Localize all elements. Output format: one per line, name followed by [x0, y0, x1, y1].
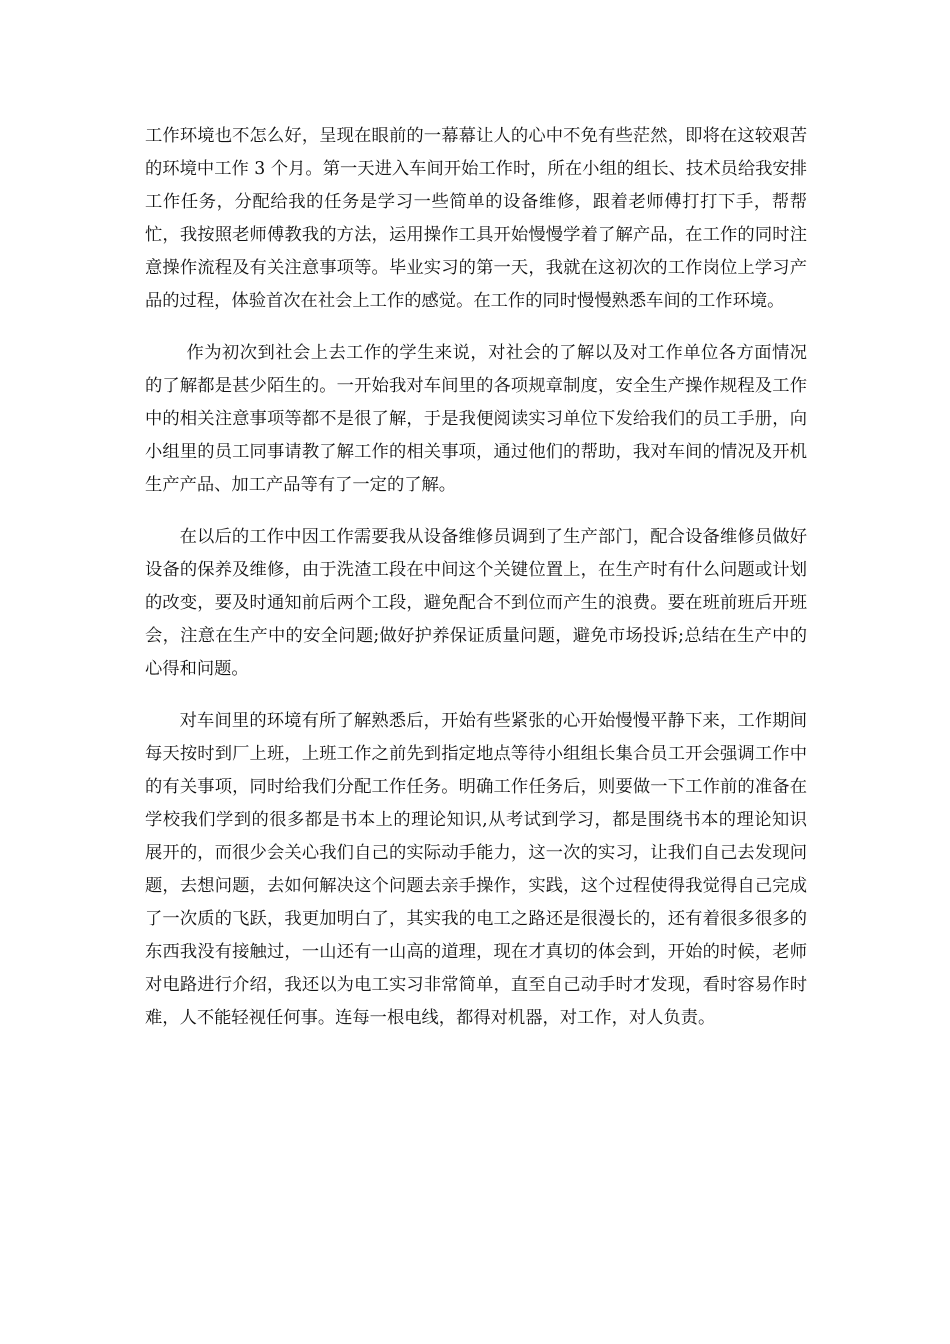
paragraph-4: 对车间里的环境有所了解熟悉后，开始有些紧张的心开始慢慢平静下来，工作期间每天按时到厂上班，上班工作之前先到指定地点等待小组组长集合员工开会强调工作中的有关事项，同时给我们分配工作任务。明确工作任务后，则要做一下工作前的准备在学校我们学到的很多都是书本上的理论知识,从考试到学习，都是围绕书本的理论知识展开的，而很少会关心我们自己的实际动手能力，这一次的实习，让我们自己去发现问题，去想问题，去如何解决这个问题去亲手操作，实践，这个过程使得我觉得自己完成了一次质的飞跃，我更加明白了，其实我的电工之路还是很漫长的，还有着很多很多的东西我没有接触过，一山还有一山高的道理，现在才真切的体会到，开始的时候，老师对电路进行介绍，我还以为电工实习非常简单，直至自己动手时才发现，看时容易作时难，人不能轻视任何事。连每一根电线，都得对机器，对工作，对人负责。 — [145, 711, 807, 1028]
paragraph-1: 工作环境也不怎么好，呈现在眼前的一幕幕让人的心中不免有些茫然，即将在这较艰苦的环境中工作 3 个月。第一天进入车间开始工作时，所在小组的组长、技术员给我安排工作任务，分配给我的任务是学习一些简单的设备维修，跟着老师傅打打下手，帮帮忙，我按照老师傅教我的方法，运用操作工具开始慢慢学着了解产品，在工作的同时注意操作流程及有关注意事项等。毕业实习的第一天，我就在这初次的工作岗位上学习产品的过程，体验首次在社会上工作的感觉。在工作的同时慢慢熟悉车间的工作环境。 — [145, 126, 807, 311]
document-body — [145, 120, 807, 1035]
paragraph-2: 作为初次到社会上去工作的学生来说，对社会的了解以及对工作单位各方面情况的了解都是甚少陌生的。一开始我对车间里的各项规章制度，安全生产操作规程及工作中的相关注意事项等都不是很了解，于是我便阅读实习单位下发给我们的员工手册，向小组里的员工同事请教了解工作的相关事项，通过他们的帮助，我对车间的情况及开机生产产品、加工产品等有了一定的了解。 — [145, 343, 807, 495]
paragraph-3: 在以后的工作中因工作需要我从设备维修员调到了生产部门，配合设备维修员做好设备的保养及维修，由于洗渣工段在中间这个关键位置上，在生产时有什么问题或计划的改变，要及时通知前后两个工段，避免配合不到位而产生的浪费。要在班前班后开班会，注意在生产中的安全问题;做好护养保证质量问题，避免市场投诉;总结在生产中的心得和问题。 — [145, 527, 807, 679]
